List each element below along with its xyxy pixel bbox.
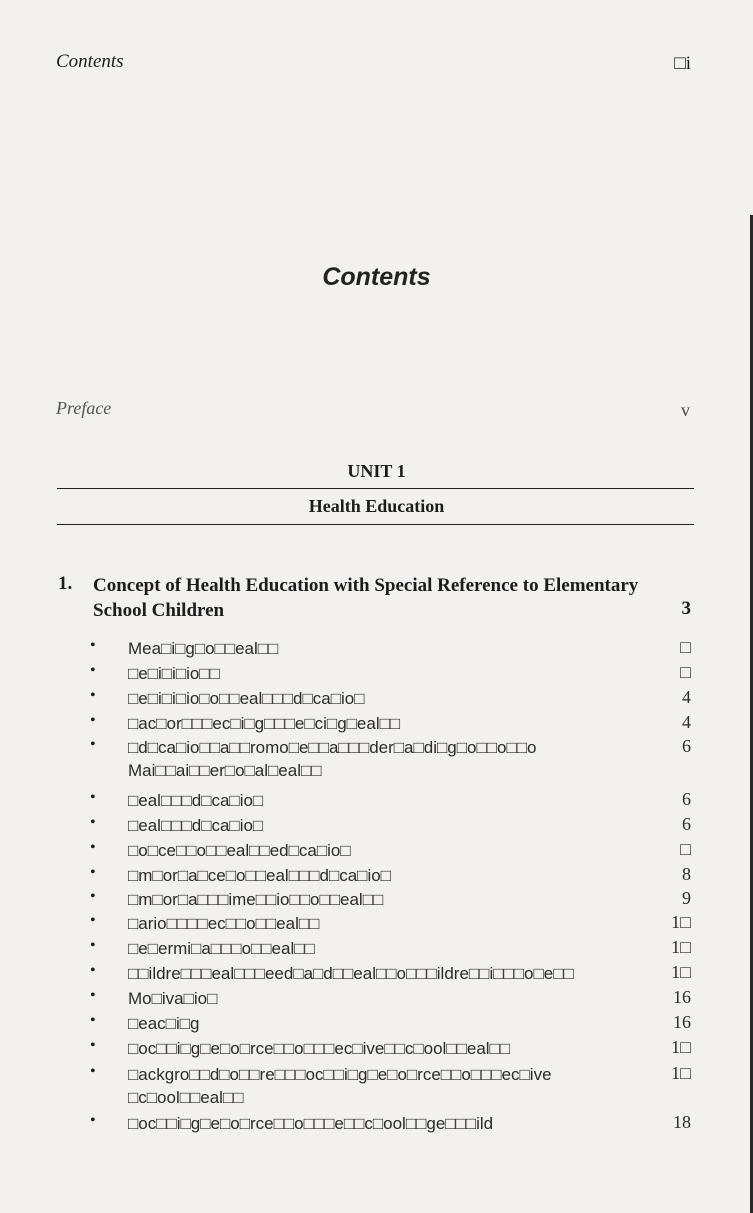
bullet-icon: • [90,839,96,856]
chapter-page: 3 [681,598,691,619]
toc-entry-text: □ario□□□□ec□□o□□eal□□ [128,914,320,933]
toc-entry-text: □e□ermi□a□□□o□□eal□□ [128,939,315,958]
page-number: □i [674,53,691,74]
toc-entry-text: □e□i□i□io□□ [128,664,220,683]
bullet-icon: • [90,1063,96,1080]
unit-rule-top [57,488,694,489]
toc-entry-page: 1□ [671,1063,691,1083]
preface-label: Preface [56,398,112,418]
toc-entry-page: □ [680,637,691,657]
bullet-icon: • [90,712,96,729]
toc-entry-text: □d□ca□io□□a□□romo□e□□a□□□der□a□di□g□o□□o□□o Mai□□ai□□er□o□al□eal□□ [128,738,542,780]
toc-entry-page: 1□ [671,937,691,957]
bullet-icon: • [90,662,96,679]
toc-entry-page: 1□ [671,912,691,932]
toc-entry-page: 16 [673,1012,691,1032]
toc-entry-page: □ [680,839,691,859]
bullet-icon: • [90,687,96,704]
bullet-icon: • [90,864,96,881]
toc-entry-page: 4 [682,687,691,707]
toc-entry-text: □m□or□a□ce□o□□eal□□□d□ca□io□ [128,866,391,885]
toc-entry-text: □□ildre□□□eal□□□eed□a□d□□eal□□o□□□ildre□□i□□□o□e□□ [128,964,574,983]
toc-entry-text: □eal□□□d□ca□io□ [128,791,264,810]
chapter-number: 1. [58,573,73,594]
bullet-icon: • [90,937,96,954]
toc-entry-page: 6 [682,814,691,834]
toc-entry-page: 4 [682,712,691,732]
toc-entry-text: □o□ce□□o□□eal□□ed□ca□io□ [128,841,351,860]
toc-entry-text: □eal□□□d□ca□io□ [128,816,264,835]
bullet-icon: • [90,1112,96,1129]
bullet-icon: • [90,987,96,1004]
preface-page: v [681,400,690,420]
chapter-title: Concept of Health Education with Special Reference to Elementary School Children [93,575,639,621]
bullet-icon: • [90,1037,96,1054]
toc-entry-text: Mea□i□g□o□□eal□□ [128,639,279,658]
toc-entry-page: □ [680,662,691,682]
toc-entry-text: □eac□i□g [128,1014,200,1033]
toc-entry-page: 16 [673,987,691,1007]
toc-entry-page: 18 [673,1112,691,1132]
unit-name: Health Education [308,496,445,516]
toc-entry-text: □oc□□i□g□e□o□rce□□o□□□e□□c□ool□□ge□□□ild [128,1114,494,1133]
toc-entry-text: □ackgro□□d□o□□re□□□oc□□i□g□e□o□rce□□o□□□ec□ive □c□ool□□eal□□ [128,1065,557,1107]
page-title: Contents [322,263,431,291]
unit-label: UNIT 1 [347,461,406,481]
toc-entry-page: 6 [682,736,691,756]
toc-entry-page: 6 [682,789,691,809]
bullet-icon: • [90,814,96,831]
toc-entry-page: 1□ [671,962,691,982]
toc-entry-text: □ac□or□□□ec□i□g□□□e□ci□g□eal□□ [128,714,401,733]
bullet-icon: • [90,912,96,929]
bullet-icon: • [90,962,96,979]
running-head: Contents [56,51,124,72]
toc-entry-text: □oc□□i□g□e□o□rce□□o□□□ec□ive□□c□ool□□eal□□ [128,1039,511,1058]
toc-entry-page: 9 [682,888,691,908]
toc-entry-text: Mo□iva□io□ [128,989,218,1008]
bullet-icon: • [90,736,96,753]
toc-entry-text: □m□or□a□□□ime□□io□□o□□eal□□ [128,890,384,909]
toc-entry-page: 1□ [671,1037,691,1057]
unit-rule-bottom [57,524,694,525]
bullet-icon: • [90,637,96,654]
bullet-icon: • [90,888,96,905]
toc-entry-page: 8 [682,864,691,884]
bullet-icon: • [90,1012,96,1029]
bullet-icon: • [90,789,96,806]
toc-entry-text: □e□i□i□io□o□□eal□□□d□ca□io□ [128,689,365,708]
